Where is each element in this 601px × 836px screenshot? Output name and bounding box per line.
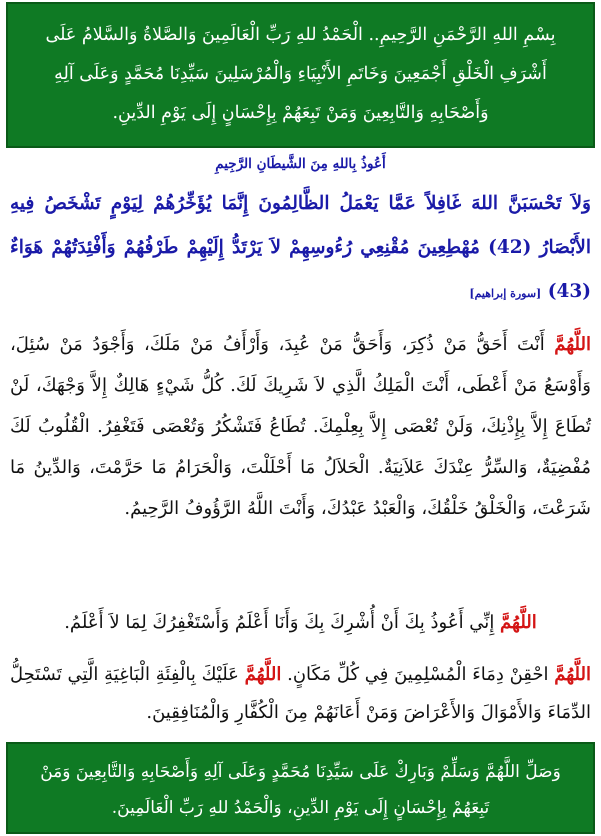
footer-banner [6, 742, 595, 834]
verse-text: وَلاَ تَحْسَبَنَّ اللهَ غَافِلاً عَمَّا يَعْمَلُ الظَّالِمُونَ إِنَّمَا يُؤَخِّرُهُمْ لِيَوْمٍ تَشْخَصُ فِيهِ الأَبْصَارُ (42) مُهْطِعِينَ مُقْنِعِي رُءُوسِهِمْ لاَ يَرْتَدُّ إِلَيْهِمْ طَرْفُهُمْ وَأَفْئِدَتُهُمْ هَوَاءٌ (43) [10, 193, 591, 302]
allahumma-word: اللَّهُمَّ [554, 334, 591, 355]
header-text: بِسْمِ اللهِ الرَّحْمَنِ الرَّحِيمِ.. الْحَمْدُ للهِ رَبِّ الْعَالَمِينَ وَالصَّلاةُ وَالسَّلامُ عَلَى أَشْرَفِ الْخَلْقِ أَجْمَعِينَ وَخَاتَمِ الأَنْبِيَاءِ وَالْمُرْسَلِينَ سَيِّدِنَا مُحَمَّدٍ وَعَلَى آلِهِ وَأَصْحَابِهِ وَالتَّابِعِينَ وَمَنْ تَبِعَهُمْ بِإِحْسَانٍ إِلَى يَوْمِ الدِّينِ. [45, 25, 556, 123]
footer-text: وَصَلِّ اللَّهُمَّ وَسَلِّمْ وَبَارِكْ عَلَى سَيِّدِنَا مُحَمَّدٍ وَعَلَى آلِهِ وَأَصْحَابِهِ وَالتَّابِعِينَ وَمَنْ تَبِعَهُمْ بِإِحْسَانٍ إِلَى يَوْمِ الدِّينِ، وَالْحَمْدُ للهِ رَبِّ الْعَالَمِينَ. [40, 762, 561, 818]
supplication-text: احْقِنْ دِمَاءَ الْمُسْلِمِينَ فِي كُلِّ مَكَانٍ. [281, 664, 555, 685]
surah-reference: [سورة إبراهيم] [469, 287, 542, 300]
taawudh-line: أَعُوذُ بِاللهِ مِنَ الشَّيطَانِ الرَّجِيمِ [215, 156, 386, 172]
supplication-line-2 [10, 656, 591, 732]
supplication-text: أَنْتَ أَحَقُّ مَنْ ذُكِرَ، وَأَحَقُّ مَنْ عُبِدَ، وَأَرْأَفُ مَنْ مَلَكَ، وَأَجْوَدُ مَنْ سُئِلَ، وَأَوْسَعُ مَنْ أَعْطَى، أَنْتَ الْمَلِكُ الَّذِي لاَ شَرِيكَ لَكَ. كُلُّ شَيْءٍ هَالِكٌ إِلاَّ وَجْهَكَ، لَنْ تُطَاعَ إِلاَّ بِإِذْنِكَ، وَلَنْ تُعْصَى إِلاَّ بِعِلْمِكَ. تُطَاعُ فَتَشْكُرُ وَتُعْصَى فَتَغْفِرُ. الْقُلُوبُ لَكَ مُفْضِيَةٌ، وَالسِّرُّ عِنْدَكَ عَلاَنِيَةٌ. الْحَلاَلُ مَا أَحْلَلْتَ، وَالْحَرَامُ مَا حَرَّمْتَ، وَالدِّينُ مَا شَرَعْتَ، وَالْخَلْقُ خَلْقُكَ، وَالْعَبْدُ عَبْدُكَ، وَأَنْتَ اللَّهُ الرَّؤُوفُ الرَّحِيمُ. [10, 334, 591, 519]
supplication-line-1 [10, 604, 591, 642]
allahumma-word: اللَّهُمَّ [500, 612, 537, 633]
allahumma-word: اللَّهُمَّ [554, 664, 591, 685]
quran-verse [10, 182, 591, 316]
allahumma-word: اللَّهُمَّ [244, 664, 282, 685]
supplication-paragraph [10, 324, 591, 529]
supplication-text: إِنِّي أَعُوذُ بِكَ أَنْ أُشْرِكَ بِكَ وَأَنَا أَعْلَمُ وَأَسْتَغْفِرُكَ لِمَا لاَ أَعْلَمُ. [64, 612, 501, 633]
header-banner [6, 2, 595, 148]
supplication-text: عَلَيْكَ بِالْفِئَةِ الْبَاغِيَةِ الَّتِي تَسْتَحِلُّ الدِّمَاءَ وَالأَمْوَالَ وَالأَعْرَاضَ وَمَنْ أَعَانَهُمْ مِنَ الْكُفَّارِ وَالْمُنَافِقِينَ. [10, 664, 591, 723]
